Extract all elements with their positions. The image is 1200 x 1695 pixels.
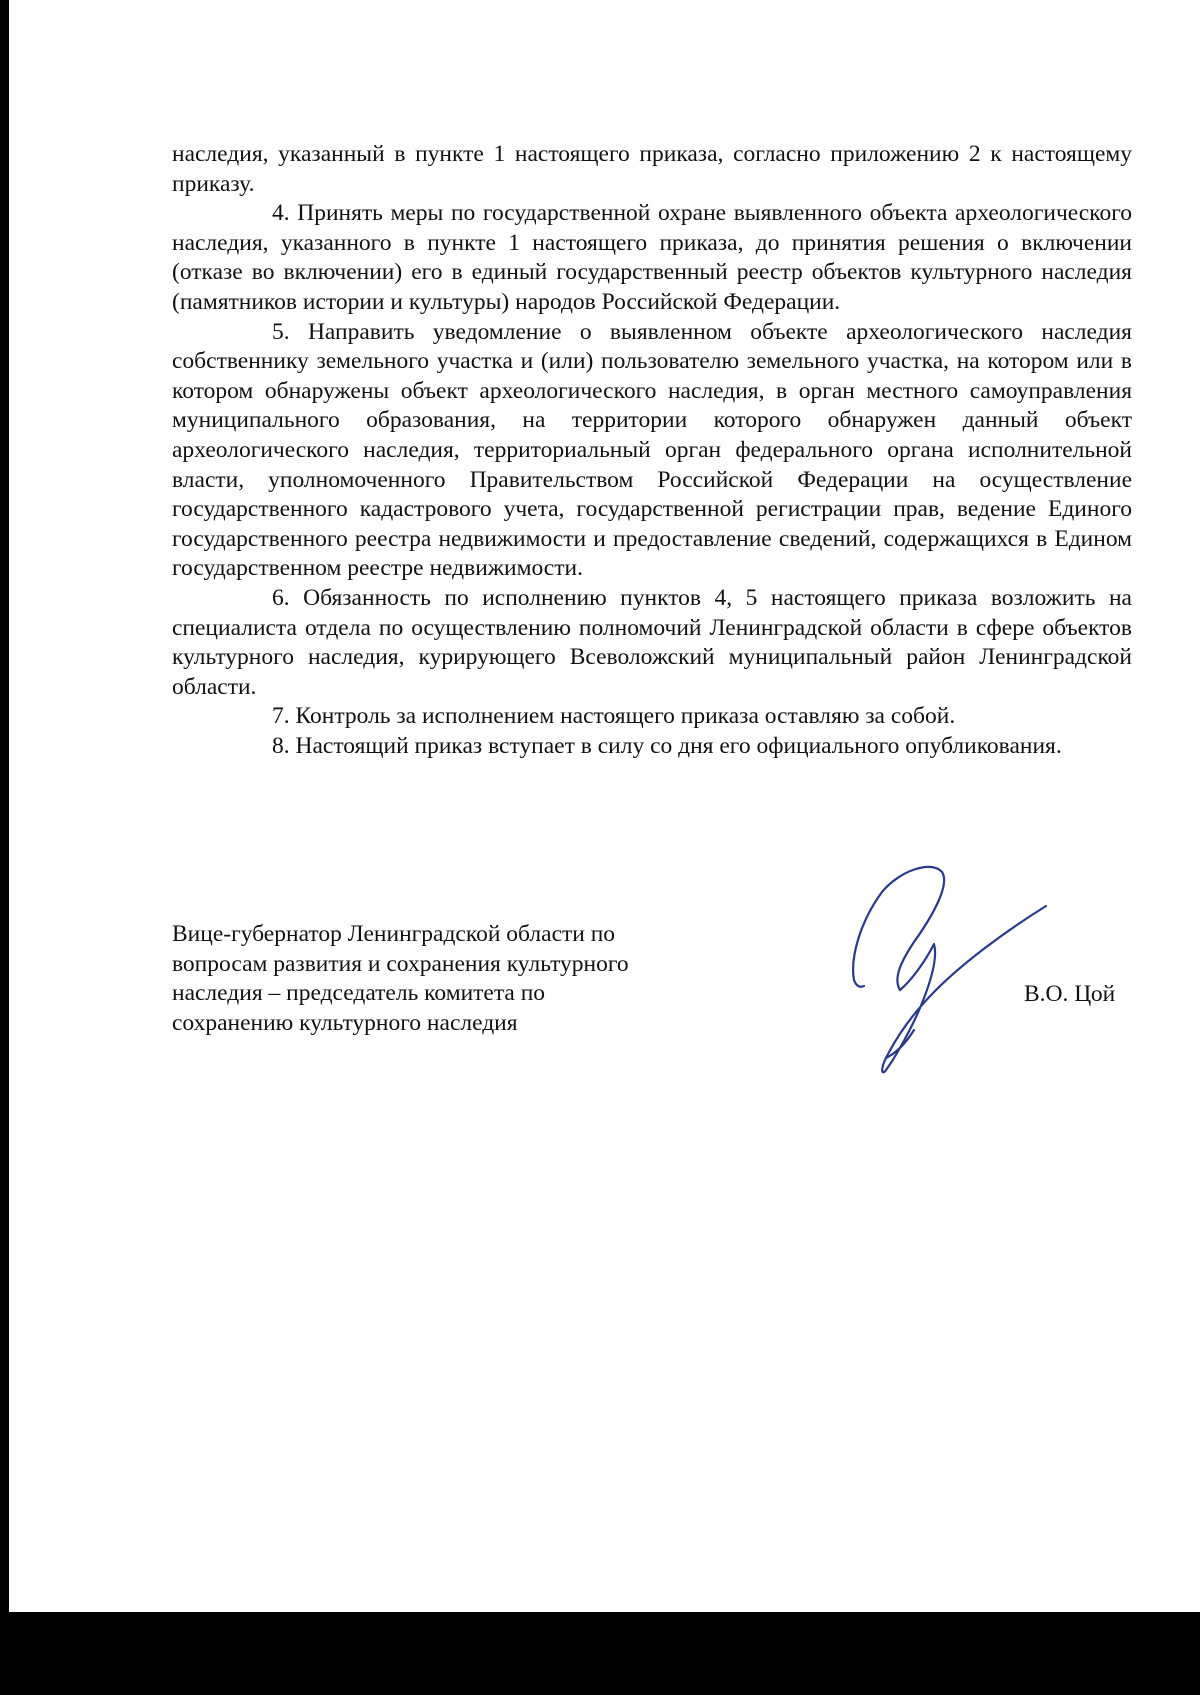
signatory-title-line: вопросам развития и сохранения культурного — [172, 950, 629, 977]
signatory-title-line: сохранению культурного наследия — [172, 1009, 518, 1036]
signer-name: В.О. Цой — [1024, 981, 1116, 1007]
signatory-title-line: Вице-губернатор Ленинградской области по — [172, 921, 616, 947]
scan-edge-left — [0, 0, 9, 1695]
paragraph-item-4: 4. Принять меры по государственной охране выявленного объекта археологического наследия, указанного в пункте 1 настоящего приказа, до принятия решения о включении (отказе во включении) его в единый государственный реестр объектов культурного наследия (памятников истории и культуры) народов Российской Федерации. — [172, 200, 1132, 315]
paragraph-continuation: наследия, указанный в пункте 1 настоящего приказа, согласно приложению 2 к настоящему приказу. — [172, 141, 1132, 197]
paragraph-item-8: 8. Настоящий приказ вступает в силу со дня его официального опубликования. — [272, 732, 1062, 759]
signature-icon — [850, 862, 1060, 1077]
paragraph-item-6: 6. Обязанность по исполнению пунктов 4, 5 настоящего приказа возложить на специалиста отдела по осуществлению полномочий Ленинградской области в сфере объектов культурного наследия, курирующего Всеволожский муниципальный район Ленинградской области. — [172, 584, 1132, 700]
scan-edge-bottom — [0, 1612, 1200, 1695]
signatory-title-line: наследия – председатель комитета по — [172, 980, 546, 1007]
document-body — [172, 140, 1132, 761]
paragraph-item-5: 5. Направить уведомление о выявленном объекте археологического наследия собственнику земельного участка и (или) пользователю земельного участка, на котором или в котором обнаружены объект археологического наследия, в орган местного самоуправления муниципального образования, на территории которого обнаружен данный объект археологического наследия, территориальный орган федерального органа исполнительной власти, уполномоченного Правительством Российской Федерации на осуществление государственного кадастрового учета, государственной регистрации прав, ведение Единого государственного реестра недвижимости и предоставление сведений, содержащихся в Едином государственном реестре недвижимости. — [172, 318, 1132, 582]
paragraph-item-7: 7. Контроль за исполнением настоящего приказа оставляю за собой. — [272, 703, 956, 730]
signatory-title — [172, 920, 732, 1038]
